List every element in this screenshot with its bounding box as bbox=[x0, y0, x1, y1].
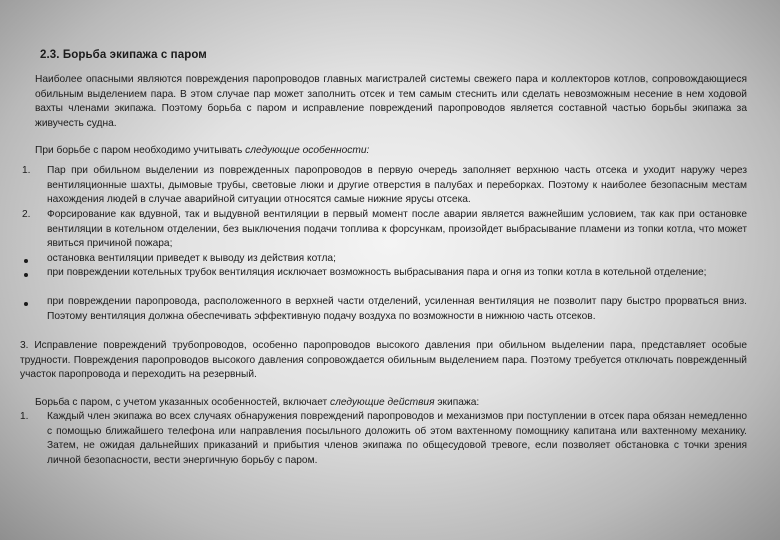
actions-lead-text: Борьба с паром, с учетом указанных особенностей, включает bbox=[35, 397, 331, 408]
features-lead-text: При борьбе с паром необходимо учитывать bbox=[35, 145, 246, 156]
features-lead-emphasis: следующие особенности: bbox=[245, 145, 370, 156]
actions-lead-emphasis: следующие действия bbox=[330, 397, 435, 408]
features-lead-paragraph bbox=[35, 144, 747, 159]
bullet-item-3: при повреждении паропровода, расположенного в верхней части отделений, усиленная вентиляция не позволит пару быстро прорваться вниз. Поэтому вентиляция должна обеспечивать эффективную подачу воздуха по возможности в нижнюю часть отсеков. bbox=[47, 296, 747, 322]
list-item-1: Пар при обильном выделении из поврежденных паропроводов в первую очередь заполняет верхнюю часть отсека и уходит наружу через вентиляционные шахты, дымовые трубы, световые люки и другие отверстия в палубах и переборках. Поэтому к наиболее безопасным местам нахождения людей в случае аварийной ситуации относятся самые нижние ярусы отсека. bbox=[47, 165, 747, 206]
list-item-3: 3. Исправление повреждений трубопроводов, особенно паропроводов высокого давления при обильном выделении пара, представляет особые трудности. Повреждения паропроводов высокого давления сопровождается обильным выделением пара. Поэтому требуется отключать поврежденный участок паропровода и переходить на резервный. bbox=[20, 340, 747, 381]
actions-lead-paragraph bbox=[35, 396, 747, 411]
action-item-1: Каждый член экипажа во всех случаях обнаружения повреждений паропроводов и механизмов при поступлении в отсек пара обязан немедленно с помощью ближайшего телефона или направления посыльного доложить об этом вахтенному помощнику капитана или вахтенному механику. Затем, не ожидая дальнейших приказаний и прибытия членов экипажа по общесудовой тревоге, если позволяет обстановка с точки зрения личной безопасности, вести энергичную борьбу с паром. bbox=[47, 411, 747, 466]
list-item-2: Форсирование как вдувной, так и выдувной вентиляции в первый момент после аварии является важнейшим условием, так как при остановке вентиляции в котельном отделении, без выключения подачи топлива к форсункам, произойдет выбрасывание пламени из топки котла, что может явиться причиной пожара; bbox=[47, 209, 747, 250]
bullet-item-2: при повреждении котельных трубок вентиляция исключает возможность выбрасывания пара и огня из топки котла в котельной отделение; bbox=[47, 267, 707, 278]
bullet-dot bbox=[24, 302, 28, 306]
bullet-item-1: остановка вентиляции приведет к выводу из действия котла; bbox=[47, 253, 336, 264]
bullet-dot bbox=[24, 259, 28, 263]
list-marker-1: 1. bbox=[22, 165, 31, 176]
action-marker-1: 1. bbox=[20, 411, 29, 422]
list-marker-2: 2. bbox=[22, 209, 31, 220]
intro-paragraph: Наиболее опасными являются повреждения паропроводов главных магистралей системы свежего пара и коллекторов котлов, сопровождающиеся обильным выделением пара. В этом случае пар может заполнить отсек и тем самым стеснить или сделать невозможным несение в нем ходовой вахты членами экипажа. Поэтому борьба с паром и исправление повреждений паропроводов является составной частью борьбы экипажа за живучесть судна. bbox=[35, 74, 747, 129]
actions-lead-tail: экипажа: bbox=[434, 397, 480, 408]
section-title: 2.3. Борьба экипажа с паром bbox=[40, 49, 207, 61]
bullet-dot bbox=[24, 273, 28, 277]
